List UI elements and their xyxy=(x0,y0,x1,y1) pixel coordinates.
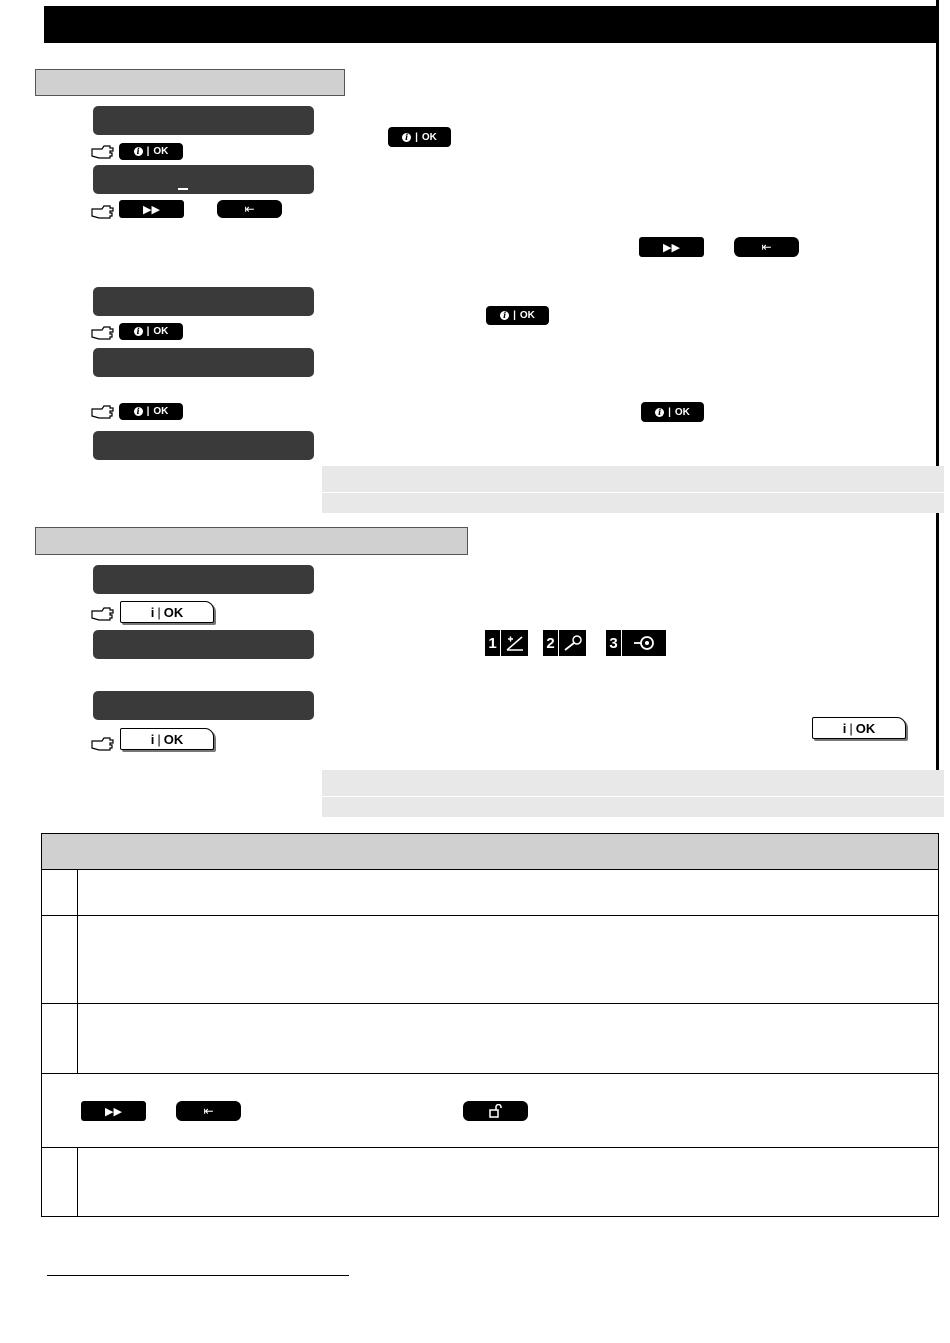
info-icon: i xyxy=(655,408,664,417)
info-table xyxy=(41,833,939,1217)
back-arrow-icon: ⇤ xyxy=(244,202,255,216)
lcd-display-2 xyxy=(93,165,314,194)
lcd-display-5 xyxy=(93,431,314,460)
fast-forward-icon: ▶▶ xyxy=(663,241,680,254)
table-number-cell xyxy=(42,1074,77,1147)
table-number-cell xyxy=(42,869,78,915)
mode-key-number: 3 xyxy=(606,630,621,656)
microphone-icon xyxy=(559,630,586,656)
info-icon: i xyxy=(842,720,847,736)
table-row xyxy=(42,916,938,1004)
info-ok-key[interactable] xyxy=(120,601,214,623)
back-arrow-icon: ⇤ xyxy=(203,1104,214,1118)
info-ok-key[interactable] xyxy=(120,728,214,750)
info-icon: i xyxy=(500,311,509,320)
pointing-hand-icon xyxy=(91,145,115,159)
key-separator: | xyxy=(415,131,418,143)
lcd-display-7 xyxy=(93,630,314,659)
info-icon: i xyxy=(150,731,155,747)
pointing-hand-icon xyxy=(91,607,115,621)
table-number-cell xyxy=(42,1148,78,1217)
ok-label: OK xyxy=(421,131,437,143)
mode-key-1[interactable] xyxy=(485,630,528,656)
ok-label: OK xyxy=(163,731,184,747)
ok-label: OK xyxy=(153,406,169,417)
back-key[interactable] xyxy=(217,200,282,218)
table-row xyxy=(42,1074,938,1148)
footnote-separator xyxy=(47,1275,349,1276)
table-row xyxy=(42,869,938,916)
page-title-bar xyxy=(44,6,936,43)
next-key[interactable] xyxy=(81,1101,146,1121)
info-icon: i xyxy=(402,133,411,142)
ok-label: OK xyxy=(163,604,184,620)
key-separator: | xyxy=(146,146,150,157)
key-separator: | xyxy=(146,326,150,337)
table-row xyxy=(42,1148,938,1217)
table-number-cell xyxy=(42,1004,78,1073)
pointing-hand-icon xyxy=(91,326,115,340)
lcd-cursor xyxy=(178,188,188,190)
pointing-hand-icon xyxy=(91,405,115,419)
key-separator: | xyxy=(849,720,853,736)
mode-key-3[interactable] xyxy=(606,630,666,656)
ok-label: OK xyxy=(519,310,535,321)
ok-label: OK xyxy=(153,146,169,157)
table-header xyxy=(42,834,938,870)
key-separator: | xyxy=(157,604,161,620)
ok-key[interactable] xyxy=(388,127,451,147)
ok-label: OK xyxy=(674,406,690,418)
ok-key[interactable] xyxy=(119,403,183,420)
section-1-header xyxy=(35,69,345,96)
info-icon: i xyxy=(134,147,143,156)
pointing-hand-icon xyxy=(91,737,115,751)
back-key[interactable] xyxy=(176,1101,241,1121)
info-ok-key[interactable] xyxy=(812,717,906,739)
mode-key-2[interactable] xyxy=(543,630,586,656)
info-icon: i xyxy=(150,604,155,620)
ok-key[interactable] xyxy=(119,323,183,340)
info-icon: i xyxy=(134,407,143,416)
ok-key[interactable] xyxy=(119,143,183,160)
fast-forward-icon: ▶▶ xyxy=(105,1105,122,1118)
key-separator: | xyxy=(668,406,671,418)
info-icon: i xyxy=(134,327,143,336)
unlock-key[interactable] xyxy=(463,1101,528,1121)
next-key[interactable] xyxy=(119,200,184,218)
unlock-icon xyxy=(488,1104,504,1118)
section-2-header xyxy=(35,527,468,555)
pointing-hand-icon xyxy=(91,205,115,219)
table-row xyxy=(42,1004,938,1074)
note-box xyxy=(322,770,944,817)
key-icon xyxy=(622,630,666,656)
away-arm-icon xyxy=(501,630,528,656)
key-separator: | xyxy=(157,731,161,747)
back-key[interactable] xyxy=(734,237,799,257)
lcd-display-6 xyxy=(93,565,314,594)
back-arrow-icon: ⇤ xyxy=(761,240,772,254)
lcd-display-4 xyxy=(93,348,314,377)
ok-label: OK xyxy=(153,326,169,337)
mode-key-number: 1 xyxy=(485,630,500,656)
ok-label: OK xyxy=(855,720,876,736)
table-number-cell xyxy=(42,916,78,1003)
next-key[interactable] xyxy=(639,237,704,257)
lcd-display-8 xyxy=(93,691,314,720)
lcd-display-3 xyxy=(93,287,314,316)
right-margin-line xyxy=(936,0,939,812)
ok-key[interactable] xyxy=(641,402,704,422)
mode-key-number: 2 xyxy=(543,630,558,656)
key-separator: | xyxy=(146,406,150,417)
fast-forward-icon: ▶▶ xyxy=(143,203,160,216)
key-separator: | xyxy=(513,310,516,321)
lcd-display-1 xyxy=(93,106,314,135)
ok-key[interactable] xyxy=(486,306,549,325)
note-box xyxy=(322,466,944,513)
